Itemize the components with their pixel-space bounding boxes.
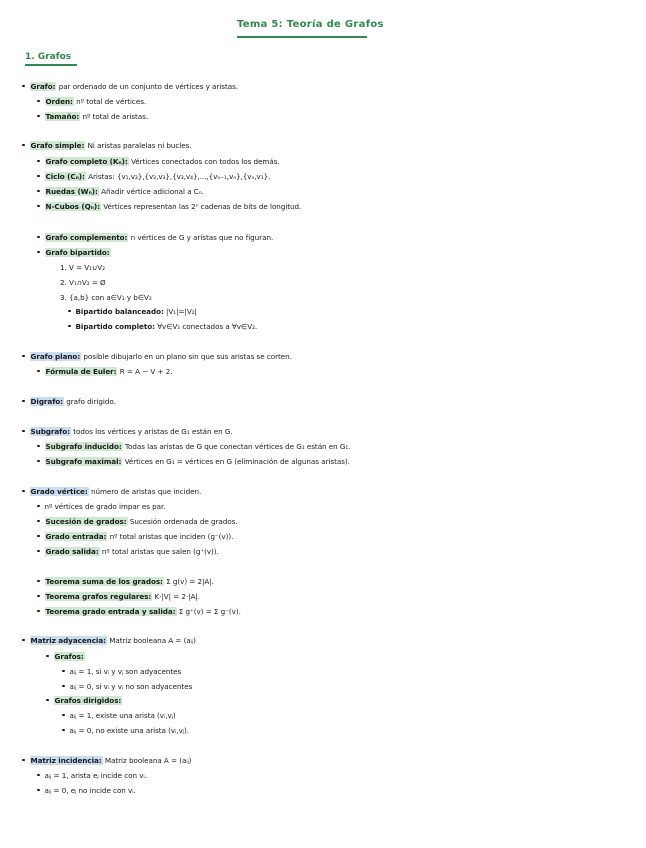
term: Orden:	[45, 97, 73, 106]
bullet-icon	[62, 729, 65, 732]
gdir-0	[62, 726, 189, 735]
term: Grado entrada:	[45, 532, 107, 541]
note-inducido	[37, 442, 351, 451]
bullet-icon	[37, 445, 40, 448]
note-ruedas	[37, 187, 204, 196]
note-teorema-suma	[37, 577, 214, 586]
term: Ciclo (Cₙ):	[45, 172, 85, 181]
definition: número de aristas que inciden.	[90, 487, 202, 496]
note-completo	[37, 157, 280, 166]
term: Bipartido completo:	[75, 322, 155, 331]
bullet-icon	[22, 759, 25, 762]
term: Grafos dirigidos:	[54, 696, 122, 705]
definition: posible dibujarlo en un plano sin que sus aristas se corten.	[83, 352, 292, 361]
note-grafo	[22, 82, 238, 91]
term: Digrafo:	[30, 397, 64, 406]
bullet-icon	[46, 655, 49, 658]
definition: |V₁|=|V₂|	[166, 307, 197, 316]
definition: Vértices en G₁ = vértices en G (eliminación de algunas aristas).	[124, 457, 350, 466]
note-impar	[37, 502, 166, 511]
term: Grafos:	[54, 652, 84, 661]
bullet-icon	[37, 205, 40, 208]
definition: Σ g(v) = 2|A|.	[166, 577, 214, 586]
term: Grafo bipartido:	[45, 248, 110, 257]
definition: par ordenado de un conjunto de vértices y aristas.	[58, 82, 238, 91]
bullet-icon	[37, 520, 40, 523]
term: Grafo plano:	[30, 352, 81, 361]
definition: Añadir vértice adicional a Cₙ.	[101, 187, 204, 196]
note-maximal	[37, 457, 350, 466]
definition: R = A − V + 2.	[119, 367, 173, 376]
note-simple	[22, 141, 192, 150]
definition: aᵢⱼ = 1, existe una arista (vᵢ,vⱼ)	[69, 711, 176, 720]
term: Teorema grado entrada y salida:	[45, 607, 176, 616]
definition: aᵢⱼ = 1, si vᵢ y vⱼ son adyacentes	[69, 667, 182, 676]
definition: Todas las aristas de G que conectan vértices de G₁ están en G₁.	[124, 442, 351, 451]
bullet-icon	[62, 670, 65, 673]
term: N-Cubos (Qₙ):	[45, 202, 100, 211]
definition: Ni aristas paralelas ni bucles.	[87, 141, 192, 150]
term: Matriz adyacencia:	[30, 636, 106, 645]
term: Grado vértice:	[30, 487, 88, 496]
definition: nº total de aristas.	[82, 112, 149, 121]
bullet-icon	[22, 400, 25, 403]
term: Teorema grafos regulares:	[45, 592, 152, 601]
bullet-icon	[22, 490, 25, 493]
definition: aᵢⱼ = 0, eⱼ no incide con vᵢ.	[44, 786, 136, 795]
term: Subgrafo:	[30, 427, 70, 436]
definition: aᵢⱼ = 0, no existe una arista (vᵢ,vⱼ).	[69, 726, 189, 735]
definition: aᵢⱼ = 0, si vᵢ y vⱼ no son adyacentes	[69, 682, 193, 691]
note-tamano	[37, 112, 148, 121]
note-digrafo	[22, 397, 116, 406]
note-plano	[22, 352, 292, 361]
note-orden	[37, 97, 146, 106]
term: Grado salida:	[45, 547, 99, 556]
inc-0	[37, 786, 136, 795]
note-teorema-entrada-salida	[37, 607, 241, 616]
definition: Vértices conectados con todos los demás.	[130, 157, 280, 166]
page-title: Tema 5: Teoría de Grafos	[237, 19, 384, 30]
definition: nº total aristas que inciden (g⁻(v)).	[109, 532, 234, 541]
bullet-icon	[37, 100, 40, 103]
bullet-icon	[37, 550, 40, 553]
definition: ∀v∈V₁ conectados a ∀v∈V₂.	[157, 322, 258, 331]
ady-1	[62, 667, 181, 676]
bullet-icon	[22, 144, 25, 147]
bullet-icon	[37, 580, 40, 583]
definition: nº total aristas que salen (g⁺(v)).	[101, 547, 219, 556]
term: Grafo complemento:	[45, 233, 128, 242]
note-complemento	[37, 233, 273, 242]
bullet-icon	[37, 535, 40, 538]
note-grado-vertice	[22, 487, 201, 496]
ady-0	[62, 682, 192, 691]
bullet-icon	[62, 714, 65, 717]
definition: nº total de vértices.	[76, 97, 147, 106]
bullet-icon	[22, 355, 25, 358]
note-ncubos	[37, 202, 301, 211]
bullet-icon	[22, 85, 25, 88]
bullet-icon	[37, 175, 40, 178]
bullet-icon	[62, 685, 65, 688]
term: Grafo completo (Kₙ):	[45, 157, 128, 166]
definition: Sucesión ordenada de grados.	[129, 517, 238, 526]
title-underline	[237, 36, 367, 38]
bullet-icon	[68, 325, 71, 328]
definition: Matriz booleana A = (aᵢⱼ)	[109, 636, 196, 645]
term: Ruedas (Wₙ):	[45, 187, 98, 196]
section-underline	[25, 64, 77, 66]
bullet-icon	[46, 699, 49, 702]
term: Fórmula de Euler:	[45, 367, 117, 376]
note-bcompleto	[68, 322, 257, 331]
definition: Matriz booleana A = (aᵢⱼ)	[104, 756, 192, 765]
term: Teorema suma de los grados:	[45, 577, 163, 586]
note-bipartido	[37, 248, 111, 257]
note-ciclo	[37, 172, 270, 181]
term: Grafo simple:	[30, 141, 85, 150]
note-subgrafo	[22, 427, 233, 436]
note-sucesion	[37, 517, 238, 526]
term: Bipartido balanceado:	[75, 307, 164, 316]
bipartido-cond-3: 3. {a,b} con a∈V₁ y b∈V₂	[60, 293, 152, 302]
bipartido-cond-2: 2. V₁∩V₂ = Ø	[60, 278, 106, 287]
definition: n vértices de G y aristas que no figuran.	[130, 233, 274, 242]
bullet-icon	[37, 789, 40, 792]
term: Subgrafo inducido:	[45, 442, 122, 451]
note-euler	[37, 367, 173, 376]
definition: K·|V| = 2·|A|.	[154, 592, 201, 601]
bipartido-cond-1: 1. V = V₁∪V₂	[60, 263, 105, 272]
bullet-icon	[37, 370, 40, 373]
note-balanceado	[68, 307, 197, 316]
definition: Vértices representan las 2ⁿ cadenas de bits de longitud.	[103, 202, 302, 211]
note-entrada	[37, 532, 233, 541]
bullet-icon	[37, 774, 40, 777]
section-heading: 1. Grafos	[25, 52, 72, 62]
inc-1	[37, 771, 147, 780]
bullet-icon	[22, 639, 25, 642]
bullet-icon	[37, 460, 40, 463]
bullet-icon	[37, 160, 40, 163]
bullet-icon	[22, 430, 25, 433]
term: Subgrafo maximal:	[45, 457, 122, 466]
note-grafos	[46, 652, 85, 661]
bullet-icon	[37, 236, 40, 239]
note-teorema-regulares	[37, 592, 200, 601]
bullet-icon	[37, 115, 40, 118]
bullet-icon	[37, 251, 40, 254]
bullet-icon	[37, 610, 40, 613]
note-grafos-dirigidos	[46, 696, 122, 705]
gdir-1	[62, 711, 176, 720]
bullet-icon	[37, 190, 40, 193]
term: Sucesión de grados:	[45, 517, 127, 526]
term: Tamaño:	[45, 112, 80, 121]
bullet-icon	[37, 505, 40, 508]
note-adyacencia	[22, 636, 196, 645]
term: Matriz incidencia:	[30, 756, 102, 765]
bullet-icon	[37, 595, 40, 598]
definition: todos los vértices y aristas de G₁ están en G.	[73, 427, 233, 436]
note-salida	[37, 547, 219, 556]
definition: grafo dirigido.	[66, 397, 116, 406]
definition: nº vértices de grado impar es par.	[44, 502, 166, 511]
note-incidencia	[22, 756, 192, 765]
term: Grafo:	[30, 82, 56, 91]
definition: aᵢⱼ = 1, arista eⱼ incide con vᵢ.	[44, 771, 147, 780]
bullet-icon	[68, 310, 71, 313]
definition: Σ g⁺(v) = Σ g⁻(v).	[178, 607, 241, 616]
definition: Aristas: {v₁,v₂},{v₂,v₃},{v₃,v₄},...,{vₙ₋₁,vₙ},{vₙ,v₁}.	[88, 172, 271, 181]
